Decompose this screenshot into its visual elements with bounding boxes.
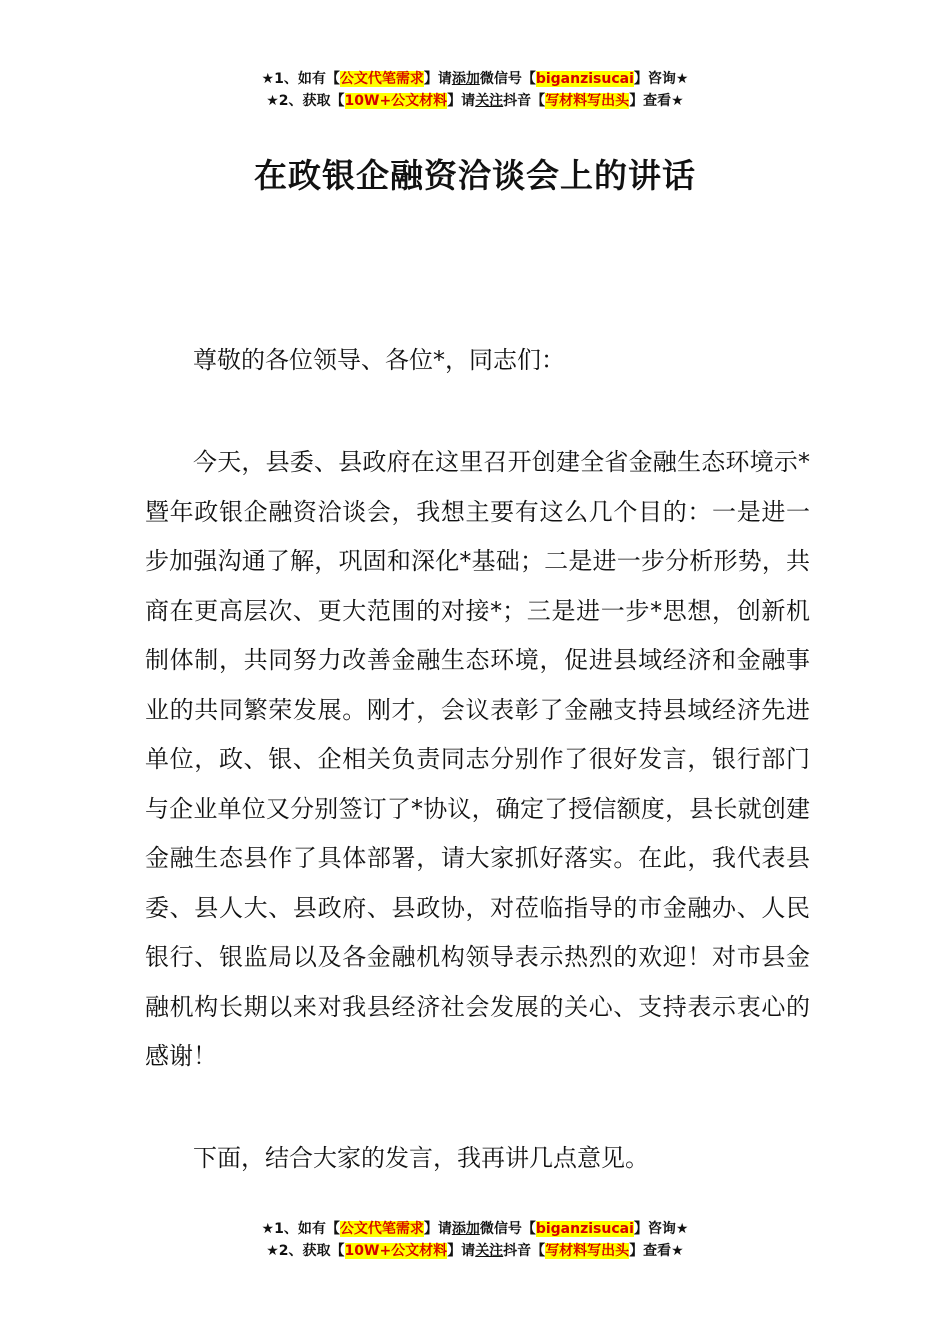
banner-text: 】请	[447, 93, 476, 109]
banner-underline: 关注	[475, 93, 504, 109]
banner-text: 】请	[423, 1221, 452, 1237]
banner-text: 】查看★	[629, 93, 684, 109]
banner-line-2	[0, 90, 950, 112]
banner-text: 】查看★	[629, 1243, 684, 1259]
banner-wechat-id: biganzisucai	[535, 71, 634, 87]
bottom-banner	[0, 1218, 950, 1262]
banner-text: ★2、获取【	[266, 93, 345, 109]
banner-text: 微信号【	[479, 71, 536, 87]
banner-douyin-id: 写材料写出头	[545, 1243, 630, 1259]
body-paragraph: 下面，结合大家的发言，我再讲几点意见。	[193, 1144, 649, 1172]
banner-wechat-id: biganzisucai	[535, 1221, 634, 1237]
banner-highlight: 10W+公文材料	[344, 93, 448, 109]
top-banner	[0, 68, 950, 112]
banner-underline: 关注	[475, 1243, 504, 1259]
banner-text: ★1、如有【	[261, 71, 340, 87]
banner-line-2	[0, 1240, 950, 1262]
salutation-paragraph: 尊敬的各位领导、各位*，同志们：	[193, 346, 565, 374]
banner-underline: 添加	[451, 1221, 480, 1237]
banner-douyin-id: 写材料写出头	[545, 93, 630, 109]
banner-highlight: 10W+公文材料	[344, 1243, 448, 1259]
banner-text: 微信号【	[479, 1221, 536, 1237]
banner-text: 】请	[423, 71, 452, 87]
banner-line-1	[0, 68, 950, 90]
banner-text: 】咨询★	[633, 1221, 689, 1237]
banner-text: ★1、如有【	[261, 1221, 340, 1237]
banner-highlight: 公文代笔需求	[339, 1221, 424, 1237]
banner-highlight: 公文代笔需求	[339, 71, 424, 87]
banner-text: 抖音【	[503, 1243, 546, 1259]
banner-text: 】请	[447, 1243, 476, 1259]
banner-text: ★2、获取【	[266, 1243, 345, 1259]
banner-text: 】咨询★	[633, 71, 689, 87]
banner-line-1	[0, 1218, 950, 1240]
document-title: 在政银企融资洽谈会上的讲话	[254, 156, 696, 195]
banner-text: 抖音【	[503, 93, 546, 109]
banner-underline: 添加	[451, 71, 480, 87]
body-paragraph: 今天，县委、县政府在这里召开创建全省金融生态环境示*暨年政银企融资洽谈会，我想主要有这么几个目的：一是进一步加强沟通了解，巩固和深化*基础；二是进一步分析形势，共商在更高层次、更大范围的对接*；三是进一步*思想，创新机制体制，共同努力改善金融生态环境，促进县域经济和金融事业的共同繁荣发展。刚才，会议表彰了金融支持县域经济先进单位，政、银、企相关负责同志分别作了很好发言，银行部门与企业单位又分别签订了*协议，确定了授信额度，县长就创建金融生态县作了具体部署，请大家抓好落实。在此，我代表县委、县人大、县政府、县政协，对莅临指导的市金融办、人民银行、银监局以及各金融机构领导表示热烈的欢迎！对市县金融机构长期以来对我县经济社会发展的关心、支持表示衷心的感谢！	[145, 448, 810, 1070]
